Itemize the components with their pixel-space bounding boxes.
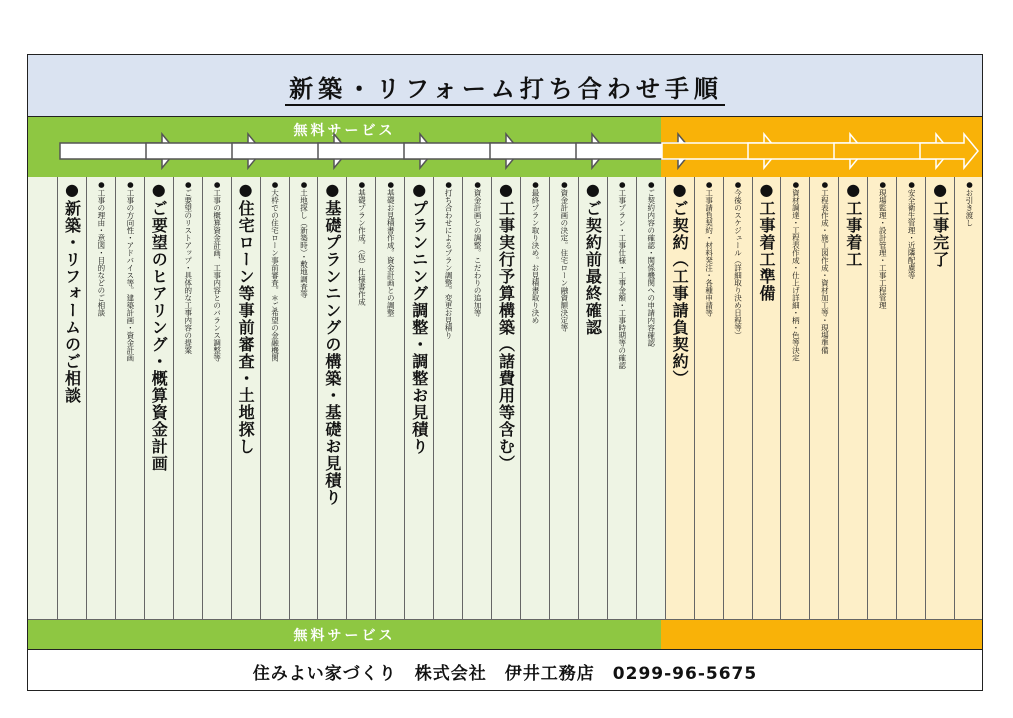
detail-column [203,177,232,619]
detail-column [116,177,145,619]
detail-column [290,177,319,619]
step-detail: ●資金計画の決定。住宅ローン融資額決定等 [559,180,569,332]
step-detail: ●資金計画との調整。こだわりの追加等 [473,180,483,317]
step-detail: ●資材調達・工程表作成・仕上げ詳細・柄・色等決定 [791,180,801,362]
step-detail: ●お引き渡し [965,180,975,227]
detail-column [87,177,116,619]
step-detail: ●工事プラン・工事仕様・工事金額・工事時期等の確認 [617,180,627,369]
free-service-label-bottom: 無料サービス [293,628,396,644]
detail-column [347,177,376,619]
step-column [318,177,347,619]
step-detail: ●基礎お見積書作成。資金計画との調整 [386,180,396,317]
detail-column [463,177,492,619]
procedure-chart [27,54,983,691]
detail-column [955,177,983,619]
detail-column [868,177,897,619]
step-column [58,177,87,619]
step-detail: ●最終プラン取り決め。お見積書取り決め [530,180,540,324]
step-title: ●ご要望のヒアリング・概算資金計画 [149,180,169,472]
step-detail: ●工程表作成・施工図作成・資材加工等・現場準備 [820,180,830,354]
step-column [405,177,434,619]
step-columns [28,177,983,619]
detail-column [781,177,810,619]
detail-column [897,177,926,619]
step-column [839,177,868,619]
detail-column [810,177,839,619]
step-title: ●工事着工準備 [756,180,776,302]
detail-column [550,177,579,619]
step-detail: ●現場監理・設計管理・工事工程管理 [878,180,888,309]
step-column [666,177,695,619]
step-detail: ●打ち合わせによるプラン調整。変更お見積り [444,180,454,339]
detail-column [261,177,290,619]
process-arrow [920,134,978,168]
step-title: ●ご契約前最終確認 [583,180,603,336]
step-detail: ●安全衛生管理・近隣配慮等 [907,180,917,279]
page-title: 新築・リフォーム打ち合わせ手順 [28,69,982,104]
detail-column [434,177,463,619]
step-title: ●基礎プランニングの構築・基礎お見積り [322,180,342,506]
step-title: ●新築・リフォームのご相談 [62,180,82,404]
step-title: ●ご契約（工事請負契約） [670,180,690,387]
free-service-band-bottom [28,619,661,649]
title-band [28,55,982,117]
step-column [579,177,608,619]
detail-column [637,177,666,619]
step-detail: ●ご要望のリストアップ・具体的な工事内容の提案 [183,180,193,354]
footer [28,649,982,691]
step-column [492,177,521,619]
step-detail: ●工事の理由・意図・目的などのご相談 [96,180,106,317]
step-column [926,177,955,619]
step-title: ●住宅ローン等事前審査・土地探し [236,180,256,455]
step-title: ●工事着工 [843,180,863,268]
step-detail: ●工事の概算資金計画、工事内容とのバランス調整等 [212,180,222,362]
detail-column [608,177,637,619]
detail-column [376,177,405,619]
free-service-label: 無料サービス [293,123,396,139]
step-title: ●工事完了 [930,180,950,268]
step-detail: ●ご契約内容の確認・関係機関への申請内容確認 [646,180,656,347]
detail-column [724,177,753,619]
company-info: 住みよい家づくり 株式会社 伊井工務店 0299-96-5675 [252,664,758,684]
detail-column [521,177,550,619]
step-column [232,177,261,619]
step-title: ●工事実行予算構築（諸費用等含む） [496,180,516,472]
step-detail: ●今後のスケジュール（詳細取り決め日程等） [733,180,743,339]
step-detail: ●土地探し（新築時）・敷地調査等 [299,180,309,298]
process-arrows [28,117,983,177]
step-detail: ●工事請負契約・材料発注・各種申請等 [704,180,714,317]
step-title: ●プランニング調整・調整お見積り [409,180,429,455]
step-column [145,177,174,619]
contract-phase-band-bottom [661,619,983,649]
detail-column [695,177,724,619]
step-detail: ●工事の方向性・アドバイス等。建築計画・資金計画 [125,180,135,362]
lead-column [28,177,58,619]
detail-column [174,177,203,619]
step-detail: ●基礎プラン作成。（仮）仕様書作成 [357,180,367,306]
step-column [753,177,782,619]
step-detail: ●大枠での住宅ローン事前審査。＊ご希望の金融機関 [270,180,280,362]
